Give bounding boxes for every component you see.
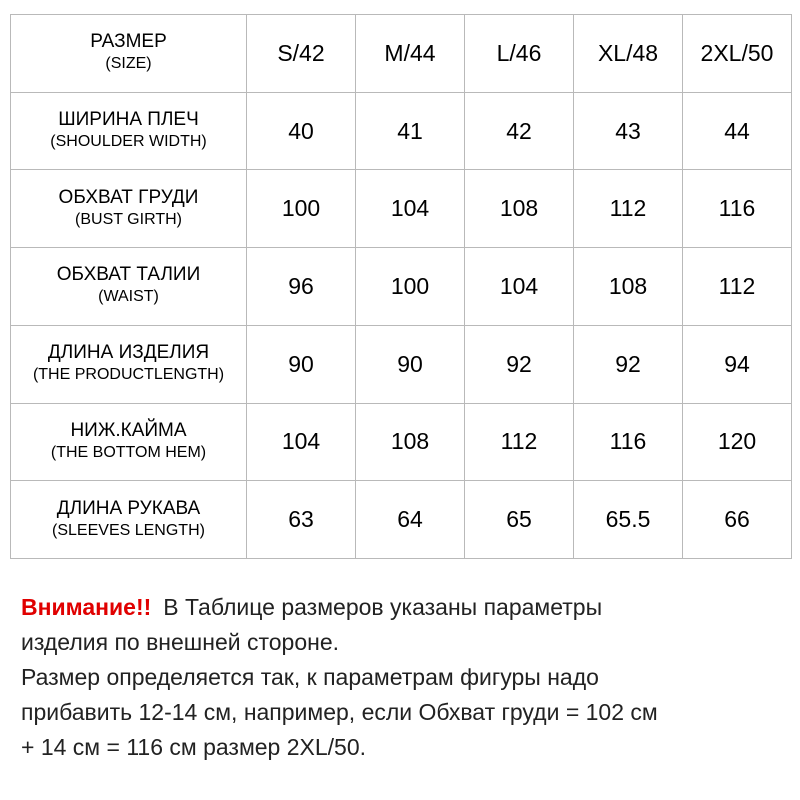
table-cell: 92 (574, 325, 683, 403)
header-label-en: (SIZE) (105, 55, 152, 73)
header-label-cell (11, 15, 247, 93)
table-cell: 108 (356, 403, 465, 481)
table-cell: 108 (574, 248, 683, 326)
size-chart-table (10, 14, 792, 559)
table-row-sleeves-length (11, 481, 792, 559)
table-row-bottom-hem (11, 403, 792, 481)
note-line-3: Размер определяется так, к параметрам фигуры надо (21, 664, 599, 690)
row-label-en: (THE PRODUCTLENGTH) (32, 366, 225, 384)
table-cell: 120 (683, 403, 792, 481)
size-header-cell: S/42 (247, 15, 356, 93)
table-cell: 100 (247, 170, 356, 248)
table-row-waist (11, 248, 792, 326)
size-header-cell: M/44 (356, 15, 465, 93)
table-cell: 64 (356, 481, 465, 559)
table-cell: 112 (683, 248, 792, 326)
row-label-ru: ДЛИНА ИЗДЕЛИЯ (47, 342, 210, 364)
table-cell: 90 (247, 325, 356, 403)
table-cell: 65 (465, 481, 574, 559)
table-cell: 44 (683, 92, 792, 170)
table-cell: 104 (465, 248, 574, 326)
table-cell: 104 (247, 403, 356, 481)
row-label-cell (11, 248, 247, 326)
table-cell: 96 (247, 248, 356, 326)
table-header-row (11, 15, 792, 93)
note-line-5: + 14 см = 116 см размер 2XL/50. (21, 734, 367, 760)
note-line-1-text: В Таблице размеров указаны параметры (163, 594, 603, 620)
table-cell: 90 (356, 325, 465, 403)
table-cell: 66 (683, 481, 792, 559)
note-line-2: изделия по внешней стороне. (21, 629, 340, 655)
header-label-ru: РАЗМЕР (90, 31, 167, 53)
row-label-ru: ДЛИНА РУКАВА (56, 497, 201, 519)
note-line-4: прибавить 12-14 см, например, если Обхват груди = 102 см (21, 699, 658, 725)
row-label-cell (11, 170, 247, 248)
table-cell: 63 (247, 481, 356, 559)
row-label-en: (BUST GIRTH) (75, 210, 182, 228)
note-line-1 (21, 590, 791, 625)
row-label-cell (11, 403, 247, 481)
table-cell: 94 (683, 325, 792, 403)
row-label-en: (WAIST) (98, 288, 159, 306)
row-label-cell (11, 92, 247, 170)
table-cell: 116 (683, 170, 792, 248)
table-cell: 112 (574, 170, 683, 248)
table-row-bust-girth (11, 170, 792, 248)
row-label-en: (SHOULDER WIDTH) (50, 133, 207, 151)
row-label-ru: ОБХВАТ ГРУДИ (58, 186, 199, 208)
table-cell: 104 (356, 170, 465, 248)
row-label-en: (SLEEVES LENGTH) (52, 521, 205, 539)
size-note (21, 590, 791, 765)
attention-label: Внимание!! (21, 594, 152, 620)
size-header-cell: L/46 (465, 15, 574, 93)
table-cell: 100 (356, 248, 465, 326)
size-header-cell: XL/48 (574, 15, 683, 93)
table-row-shoulder-width (11, 92, 792, 170)
table-cell: 108 (465, 170, 574, 248)
table-cell: 112 (465, 403, 574, 481)
table-cell: 42 (465, 92, 574, 170)
row-label-cell (11, 325, 247, 403)
row-label-en: (THE BOTTOM HEM) (50, 443, 207, 461)
size-header-cell: 2XL/50 (683, 15, 792, 93)
table-cell: 116 (574, 403, 683, 481)
row-label-cell (11, 481, 247, 559)
table-cell: 41 (356, 92, 465, 170)
table-cell: 65.5 (574, 481, 683, 559)
row-label-ru: ОБХВАТ ТАЛИИ (56, 264, 201, 286)
row-label-ru: НИЖ.КАЙМА (70, 419, 187, 441)
table-row-product-length (11, 325, 792, 403)
table-cell: 92 (465, 325, 574, 403)
row-label-ru: ШИРИНА ПЛЕЧ (58, 109, 199, 131)
table-cell: 40 (247, 92, 356, 170)
table-cell: 43 (574, 92, 683, 170)
